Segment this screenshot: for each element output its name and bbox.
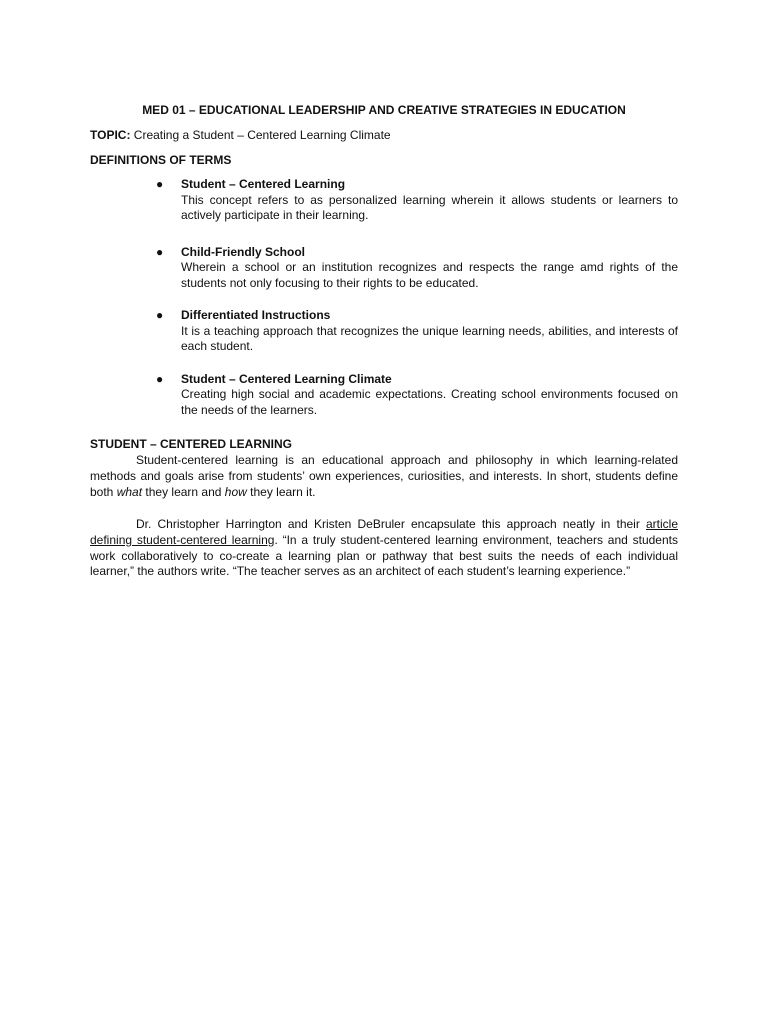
term-item — [90, 177, 678, 224]
para1-text-a: Student-centered learning is an educational approach and philosophy in which learning-related methods and goals arise from students’ own experiences, curiosities, and interests. In short, students define both — [90, 453, 678, 499]
para1-emphasis-how: how — [224, 484, 247, 499]
topic-text: Creating a Student – Centered Learning Climate — [130, 128, 391, 142]
term-name: Student – Centered Learning Climate — [181, 371, 392, 386]
topic-label: TOPIC: — [90, 128, 131, 142]
term-item — [90, 308, 678, 355]
para2-text-a: Dr. Christopher Harrington and Kristen DeBruler encapsulate this approach neatly in their — [136, 517, 646, 531]
student-centered-heading: STUDENT – CENTERED LEARNING — [90, 437, 293, 451]
term-definition: This concept refers to as personalized learning wherein it allows students or learners to actively participate in their learning. — [181, 192, 678, 222]
article-link[interactable]: article defining student-centered learning — [90, 517, 678, 547]
term-definition: Creating high social and academic expectations. Creating school environments focused on the needs of the learners. — [181, 387, 678, 417]
term-name: Child-Friendly School — [181, 244, 306, 259]
paragraph-quote — [90, 517, 678, 580]
bullet-icon: ● — [156, 244, 164, 259]
term-definition: Wherein a school or an institution recognizes and respects the range amd rights of the students not only focusing to their rights to be educated. — [181, 260, 678, 290]
term-name: Student – Centered Learning — [181, 177, 346, 191]
definitions-heading: DEFINITIONS OF TERMS — [90, 153, 232, 167]
term-name: Differentiated Instructions — [181, 308, 331, 322]
paragraph-definition — [90, 453, 678, 500]
term-definition: It is a teaching approach that recognizes the unique learning needs, abilities, and interests of each student. — [181, 323, 678, 353]
term-item — [90, 372, 678, 419]
topic-line — [90, 128, 391, 143]
para1-emphasis-what: what — [116, 484, 143, 499]
bullet-icon: ● — [156, 371, 164, 386]
bullet-icon: ● — [156, 308, 164, 322]
document-title: MED 01 – EDUCATIONAL LEADERSHIP AND CREATIVE STRATEGIES IN EDUCATION — [142, 103, 626, 117]
para2-text-b: . “In a truly student-centered learning environment, teachers and students work collaboratively to co-create a learning plan or pathway that best suits the needs of each individual learner,” the authors write. “The teacher serves as an architect of each student’s learning experience.” — [90, 532, 678, 579]
bullet-icon: ● — [156, 177, 164, 191]
para1-text-b: they learn and — [142, 484, 225, 499]
terms-list — [90, 177, 678, 435]
term-item — [90, 245, 678, 292]
para1-text-c: they learn it. — [246, 484, 316, 499]
